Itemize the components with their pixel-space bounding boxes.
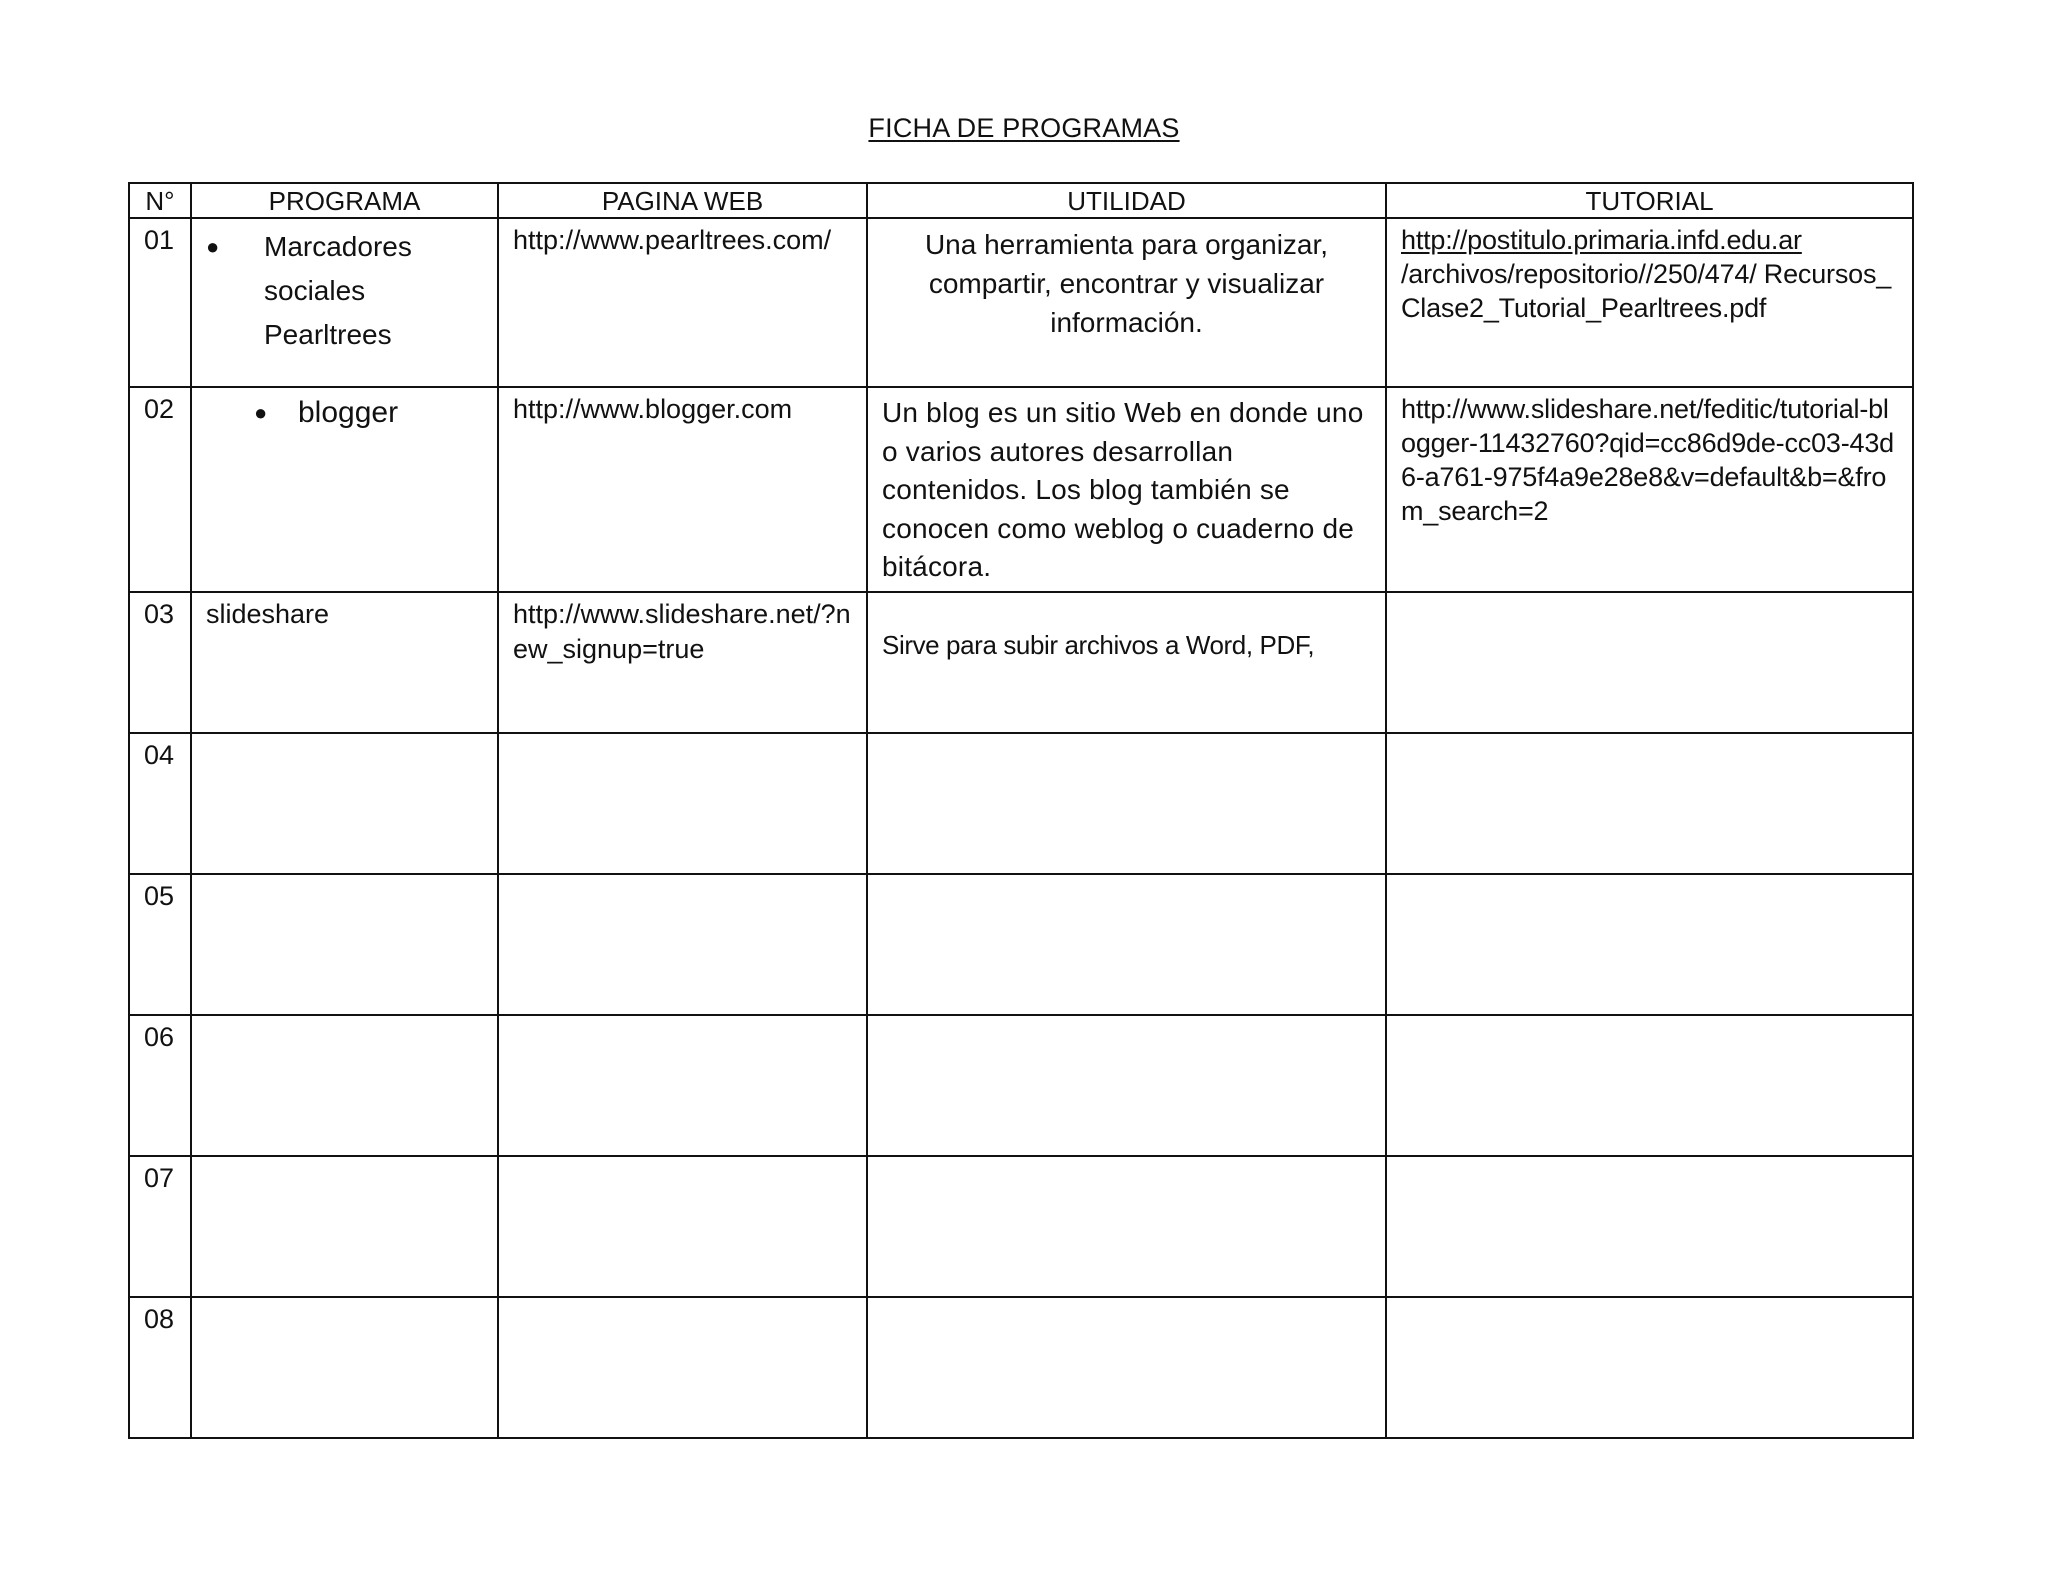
- row-number: 08: [129, 1297, 191, 1438]
- bullet-icon: ●: [206, 234, 220, 259]
- programa-line: sociales: [264, 275, 366, 306]
- table-row: [129, 733, 1913, 874]
- utilidad-text: Sirve para subir archivos a Word, PDF,: [882, 629, 1315, 660]
- header-tutorial: TUTORIAL: [1386, 183, 1913, 218]
- header-num: N°: [129, 183, 191, 218]
- pagina-web-cell: [498, 874, 867, 1015]
- bullet-icon: ●: [254, 400, 268, 425]
- pagina-web-cell: [498, 1297, 867, 1438]
- tutorial-link[interactable]: http://postitulo.primaria.infd.edu.ar: [1401, 225, 1802, 255]
- page-title: FICHA DE PROGRAMAS: [868, 113, 1180, 143]
- pagina-web-cell: [498, 592, 867, 733]
- table-row: [129, 874, 1913, 1015]
- row-number: 07: [129, 1156, 191, 1297]
- table-row: [129, 592, 1913, 733]
- utilidad-cell: [867, 592, 1386, 733]
- tutorial-cell: [1386, 592, 1913, 733]
- header-utilidad: UTILIDAD: [867, 183, 1386, 218]
- pagina-web-cell: [498, 387, 867, 592]
- pagina-web-cell: [498, 1156, 867, 1297]
- tutorial-cell: [1386, 1297, 1913, 1438]
- tutorial-cell: [1386, 733, 1913, 874]
- programa-cell: [191, 1156, 498, 1297]
- utilidad-cell: [867, 218, 1386, 387]
- programa-line: Pearltrees: [264, 319, 392, 350]
- tutorial-cell: [1386, 1156, 1913, 1297]
- programa-cell: [191, 387, 498, 592]
- row-number: 03: [129, 592, 191, 733]
- pagina-web-url: http://www.blogger.com: [513, 394, 793, 424]
- pagina-web-url: http://www.slideshare.net/?new_signup=true: [513, 598, 851, 664]
- table-row: [129, 1297, 1913, 1438]
- programa-line: Marcadores: [264, 231, 412, 262]
- header-pagina-web: PAGINA WEB: [498, 183, 867, 218]
- row-number: 06: [129, 1015, 191, 1156]
- table-row: [129, 218, 1913, 387]
- list-item: [206, 225, 483, 357]
- tutorial-cell: [1386, 1015, 1913, 1156]
- tutorial-path: /archivos/repositorio//250/474/ Recursos_Clase2_Tutorial_Pearltrees.pdf: [1401, 259, 1892, 323]
- tutorial-cell: [1386, 387, 1913, 592]
- utilidad-cell: [867, 1156, 1386, 1297]
- row-number: 01: [129, 218, 191, 387]
- list-item: [206, 394, 483, 432]
- programs-table: [128, 182, 1914, 1439]
- utilidad-text: Una herramienta para organizar, compartir, encontrar y visualizar información.: [924, 229, 1329, 338]
- programa-cell: [191, 874, 498, 1015]
- utilidad-cell: [867, 874, 1386, 1015]
- utilidad-cell: [867, 733, 1386, 874]
- programa-cell: [191, 1297, 498, 1438]
- pagina-web-cell: [498, 733, 867, 874]
- pagina-web-cell: [498, 1015, 867, 1156]
- programa-name: blogger: [298, 396, 399, 429]
- header-programa: PROGRAMA: [191, 183, 498, 218]
- programa-cell: [191, 1015, 498, 1156]
- utilidad-cell: [867, 1015, 1386, 1156]
- utilidad-cell: [867, 387, 1386, 592]
- programa-cell: [191, 733, 498, 874]
- tutorial-url: http://www.slideshare.net/feditic/tutorial-blogger-11432760?qid=cc86d9de-cc03-43d6-a761-975f4a9e28e8&v=default&b=&from_search=2: [1401, 394, 1894, 526]
- utilidad-text: Un blog es un sitio Web en donde uno o varios autores desarrollan contenidos. Los blog también se conocen como weblog o cuaderno de bitácora.: [882, 397, 1364, 582]
- table-row: [129, 1156, 1913, 1297]
- row-number: 04: [129, 733, 191, 874]
- table-row: [129, 1015, 1913, 1156]
- pagina-web-url: http://www.pearltrees.com/: [513, 225, 832, 255]
- table-row: [129, 387, 1913, 592]
- programa-name: slideshare: [206, 598, 330, 629]
- row-number: 05: [129, 874, 191, 1015]
- utilidad-cell: [867, 1297, 1386, 1438]
- row-number: 02: [129, 387, 191, 592]
- programa-cell: [191, 218, 498, 387]
- programa-cell: [191, 592, 498, 733]
- programa-bullet-list: [206, 225, 483, 357]
- tutorial-cell: [1386, 874, 1913, 1015]
- table-header-row: [129, 183, 1913, 218]
- pagina-web-cell: [498, 218, 867, 387]
- tutorial-cell: [1386, 218, 1913, 387]
